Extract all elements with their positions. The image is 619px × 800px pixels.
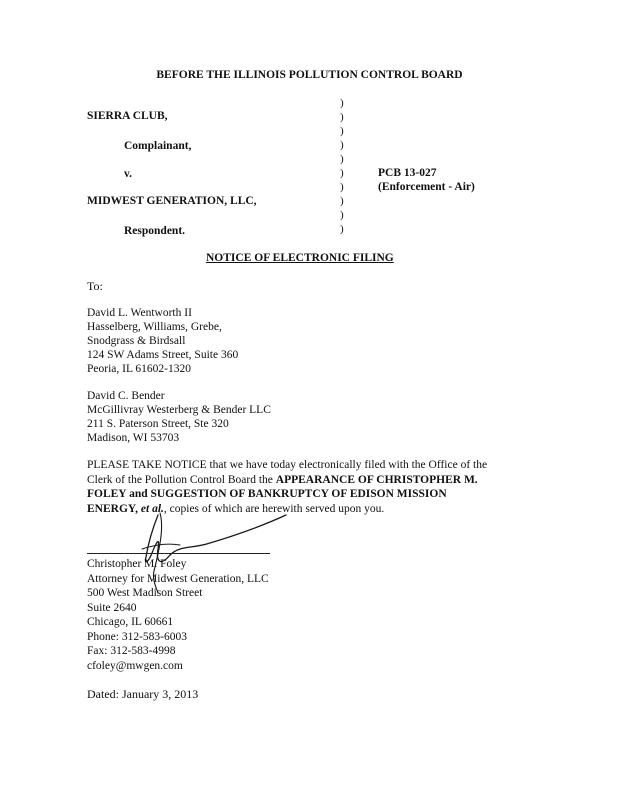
address-line: Hasselberg, Williams, Grebe, (87, 321, 222, 333)
signer-line: Attorney for Midwest Generation, LLC (87, 572, 269, 585)
notice-text: PLEASE TAKE NOTICE that we have today electronically filed with the Office of the (87, 459, 488, 471)
board-heading: BEFORE THE ILLINOIS POLLUTION CONTROL BOARD (156, 69, 463, 81)
signer-line: Phone: 312-583-6003 (87, 630, 187, 643)
paren-mark: ) (340, 209, 344, 221)
case-number: PCB 13-027 (378, 167, 437, 179)
address-line: McGillivray Westerberg & Bender LLC (87, 404, 271, 416)
address-line: David L. Wentworth II (87, 307, 192, 319)
to-label: To: (87, 279, 103, 293)
address-line: Peoria, IL 61602-1320 (87, 363, 192, 375)
address-line: David C. Bender (87, 390, 165, 402)
address-line: 124 SW Adams Street, Suite 360 (87, 349, 239, 361)
notice-text: Clerk of the Pollution Control Board the (87, 473, 276, 486)
notice-text: , copies of which are herewith served upon you. (163, 502, 385, 515)
recipient-address (87, 306, 238, 376)
notice-title: NOTICE OF ELECTRONIC FILING (206, 252, 394, 264)
signer-line: Christopher M. Foley (87, 558, 187, 570)
recipient-address (87, 389, 271, 445)
filed-document-title: APPEARANCE OF CHRISTOPHER M. (275, 473, 478, 486)
paren-mark: ) (340, 153, 344, 165)
paren-mark: ) (340, 195, 344, 207)
signature-line (87, 553, 270, 554)
filed-document-title: ENERGY, (87, 502, 141, 515)
signer-line: Fax: 312-583-4998 (87, 645, 176, 657)
complainant-name: SIERRA CLUB, (87, 110, 168, 122)
signer-block (87, 557, 269, 673)
paren-mark: ) (340, 223, 344, 235)
signer-line: 500 West Madison Street (87, 587, 203, 599)
complainant-role: Complainant, (124, 140, 192, 152)
paren-mark: ) (340, 139, 344, 151)
address-line: 211 S. Paterson Street, Ste 320 (87, 418, 229, 430)
paren-mark: ) (340, 181, 344, 193)
paren-mark: ) (340, 97, 344, 109)
address-line: Madison, WI 53703 (87, 432, 180, 444)
respondent-name: MIDWEST GENERATION, LLC, (87, 195, 257, 207)
paren-mark: ) (340, 111, 344, 123)
signer-email: cfoley@mwgen.com (87, 659, 183, 672)
signer-line: Suite 2640 (87, 601, 137, 614)
address-line: Snodgrass & Birdsall (87, 335, 186, 347)
et-al-text: et al. (140, 502, 164, 515)
versus-label: v. (124, 168, 132, 180)
case-type: (Enforcement - Air) (378, 181, 475, 193)
respondent-role: Respondent. (124, 225, 186, 237)
signer-line: Chicago, IL 60661 (87, 616, 174, 628)
filed-document-title: FOLEY and SUGGESTION OF BANKRUPTCY OF EDISON MISSION (87, 488, 447, 500)
paren-mark: ) (340, 167, 344, 179)
paren-mark: ) (340, 125, 344, 137)
dated-line: Dated: January 3, 2013 (87, 687, 199, 701)
